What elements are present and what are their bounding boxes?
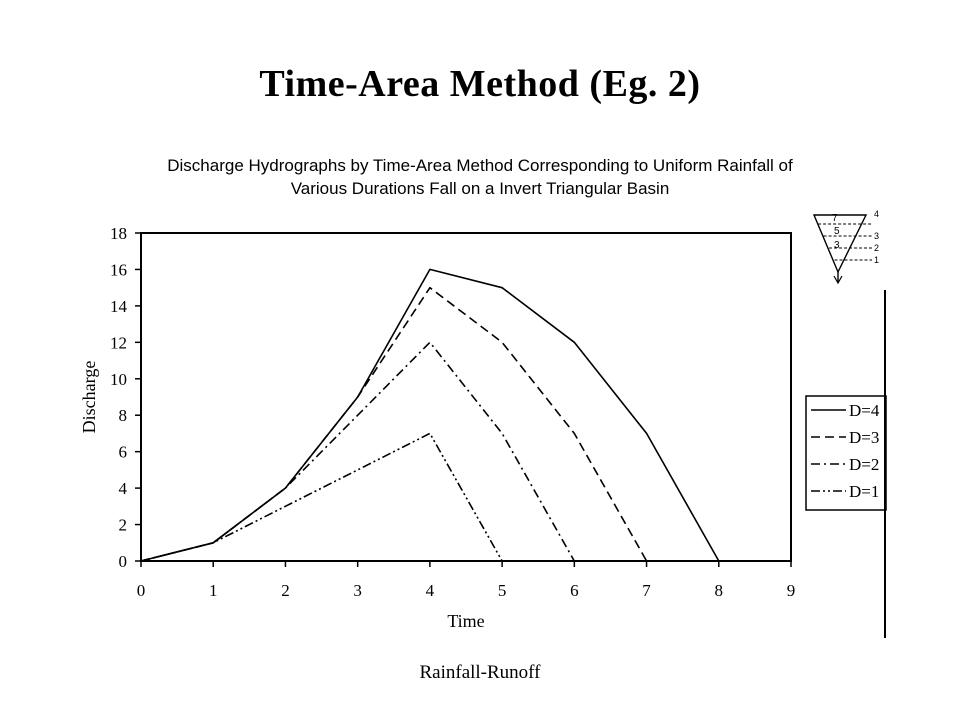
basin-zone-label: 4 <box>874 209 880 219</box>
plot-frame <box>141 233 791 561</box>
legend-label: D=4 <box>849 401 880 420</box>
y-tick-label: 4 <box>118 479 127 499</box>
y-tick-label: 8 <box>118 406 127 426</box>
y-tick-label: 2 <box>118 515 127 535</box>
plot-area <box>79 224 795 631</box>
y-tick-label: 14 <box>110 296 127 316</box>
x-tick-label: 1 <box>208 581 218 600</box>
basin-area-label: 3 <box>834 240 840 251</box>
y-tick-label: 6 <box>118 442 127 462</box>
x-tick-label: 8 <box>714 581 724 600</box>
legend-label: D=1 <box>849 482 880 501</box>
series-line-d-2 <box>141 342 574 561</box>
x-tick-label: 7 <box>642 581 651 600</box>
y-tick-label: 10 <box>110 369 127 389</box>
basin-zone-label: 1 <box>874 255 880 265</box>
y-tick-label: 0 <box>118 552 127 571</box>
legend <box>806 396 886 510</box>
x-tick-label: 6 <box>570 581 579 600</box>
x-tick-label: 0 <box>136 581 146 600</box>
y-tick-label: 18 <box>110 224 127 243</box>
legend-label: D=2 <box>849 455 880 474</box>
x-tick-label: 5 <box>497 581 507 600</box>
basin-inset-diagram <box>814 209 879 283</box>
x-tick-label: 9 <box>786 581 796 600</box>
slide-footer: Rainfall-Runoff <box>419 662 541 683</box>
x-axis-label: Time <box>447 611 485 631</box>
page-edge-divider <box>884 290 886 638</box>
basin-area-label: 5 <box>834 226 840 237</box>
chart-title-line-1: Discharge Hydrographs by Time-Area Method Corresponding to Uniform Rainfall of <box>167 156 793 175</box>
basin-zone-label: 3 <box>874 231 880 241</box>
x-tick-label: 3 <box>353 581 362 600</box>
y-axis-label: Discharge <box>79 360 99 434</box>
y-tick-label: 16 <box>110 260 127 280</box>
series-line-d-4 <box>141 269 719 561</box>
slide-title: Time-Area Method (Eg. 2) <box>259 63 701 105</box>
x-tick-label: 4 <box>425 581 435 600</box>
chart-title-line-2: Various Durations Fall on a Invert Triangular Basin <box>290 179 670 198</box>
basin-area-label: 7 <box>832 213 838 224</box>
x-tick-label: 2 <box>281 581 290 600</box>
legend-label: D=3 <box>849 428 880 447</box>
y-tick-label: 12 <box>110 333 127 353</box>
series-line-d-3 <box>141 288 647 561</box>
basin-zone-label: 2 <box>874 243 880 253</box>
